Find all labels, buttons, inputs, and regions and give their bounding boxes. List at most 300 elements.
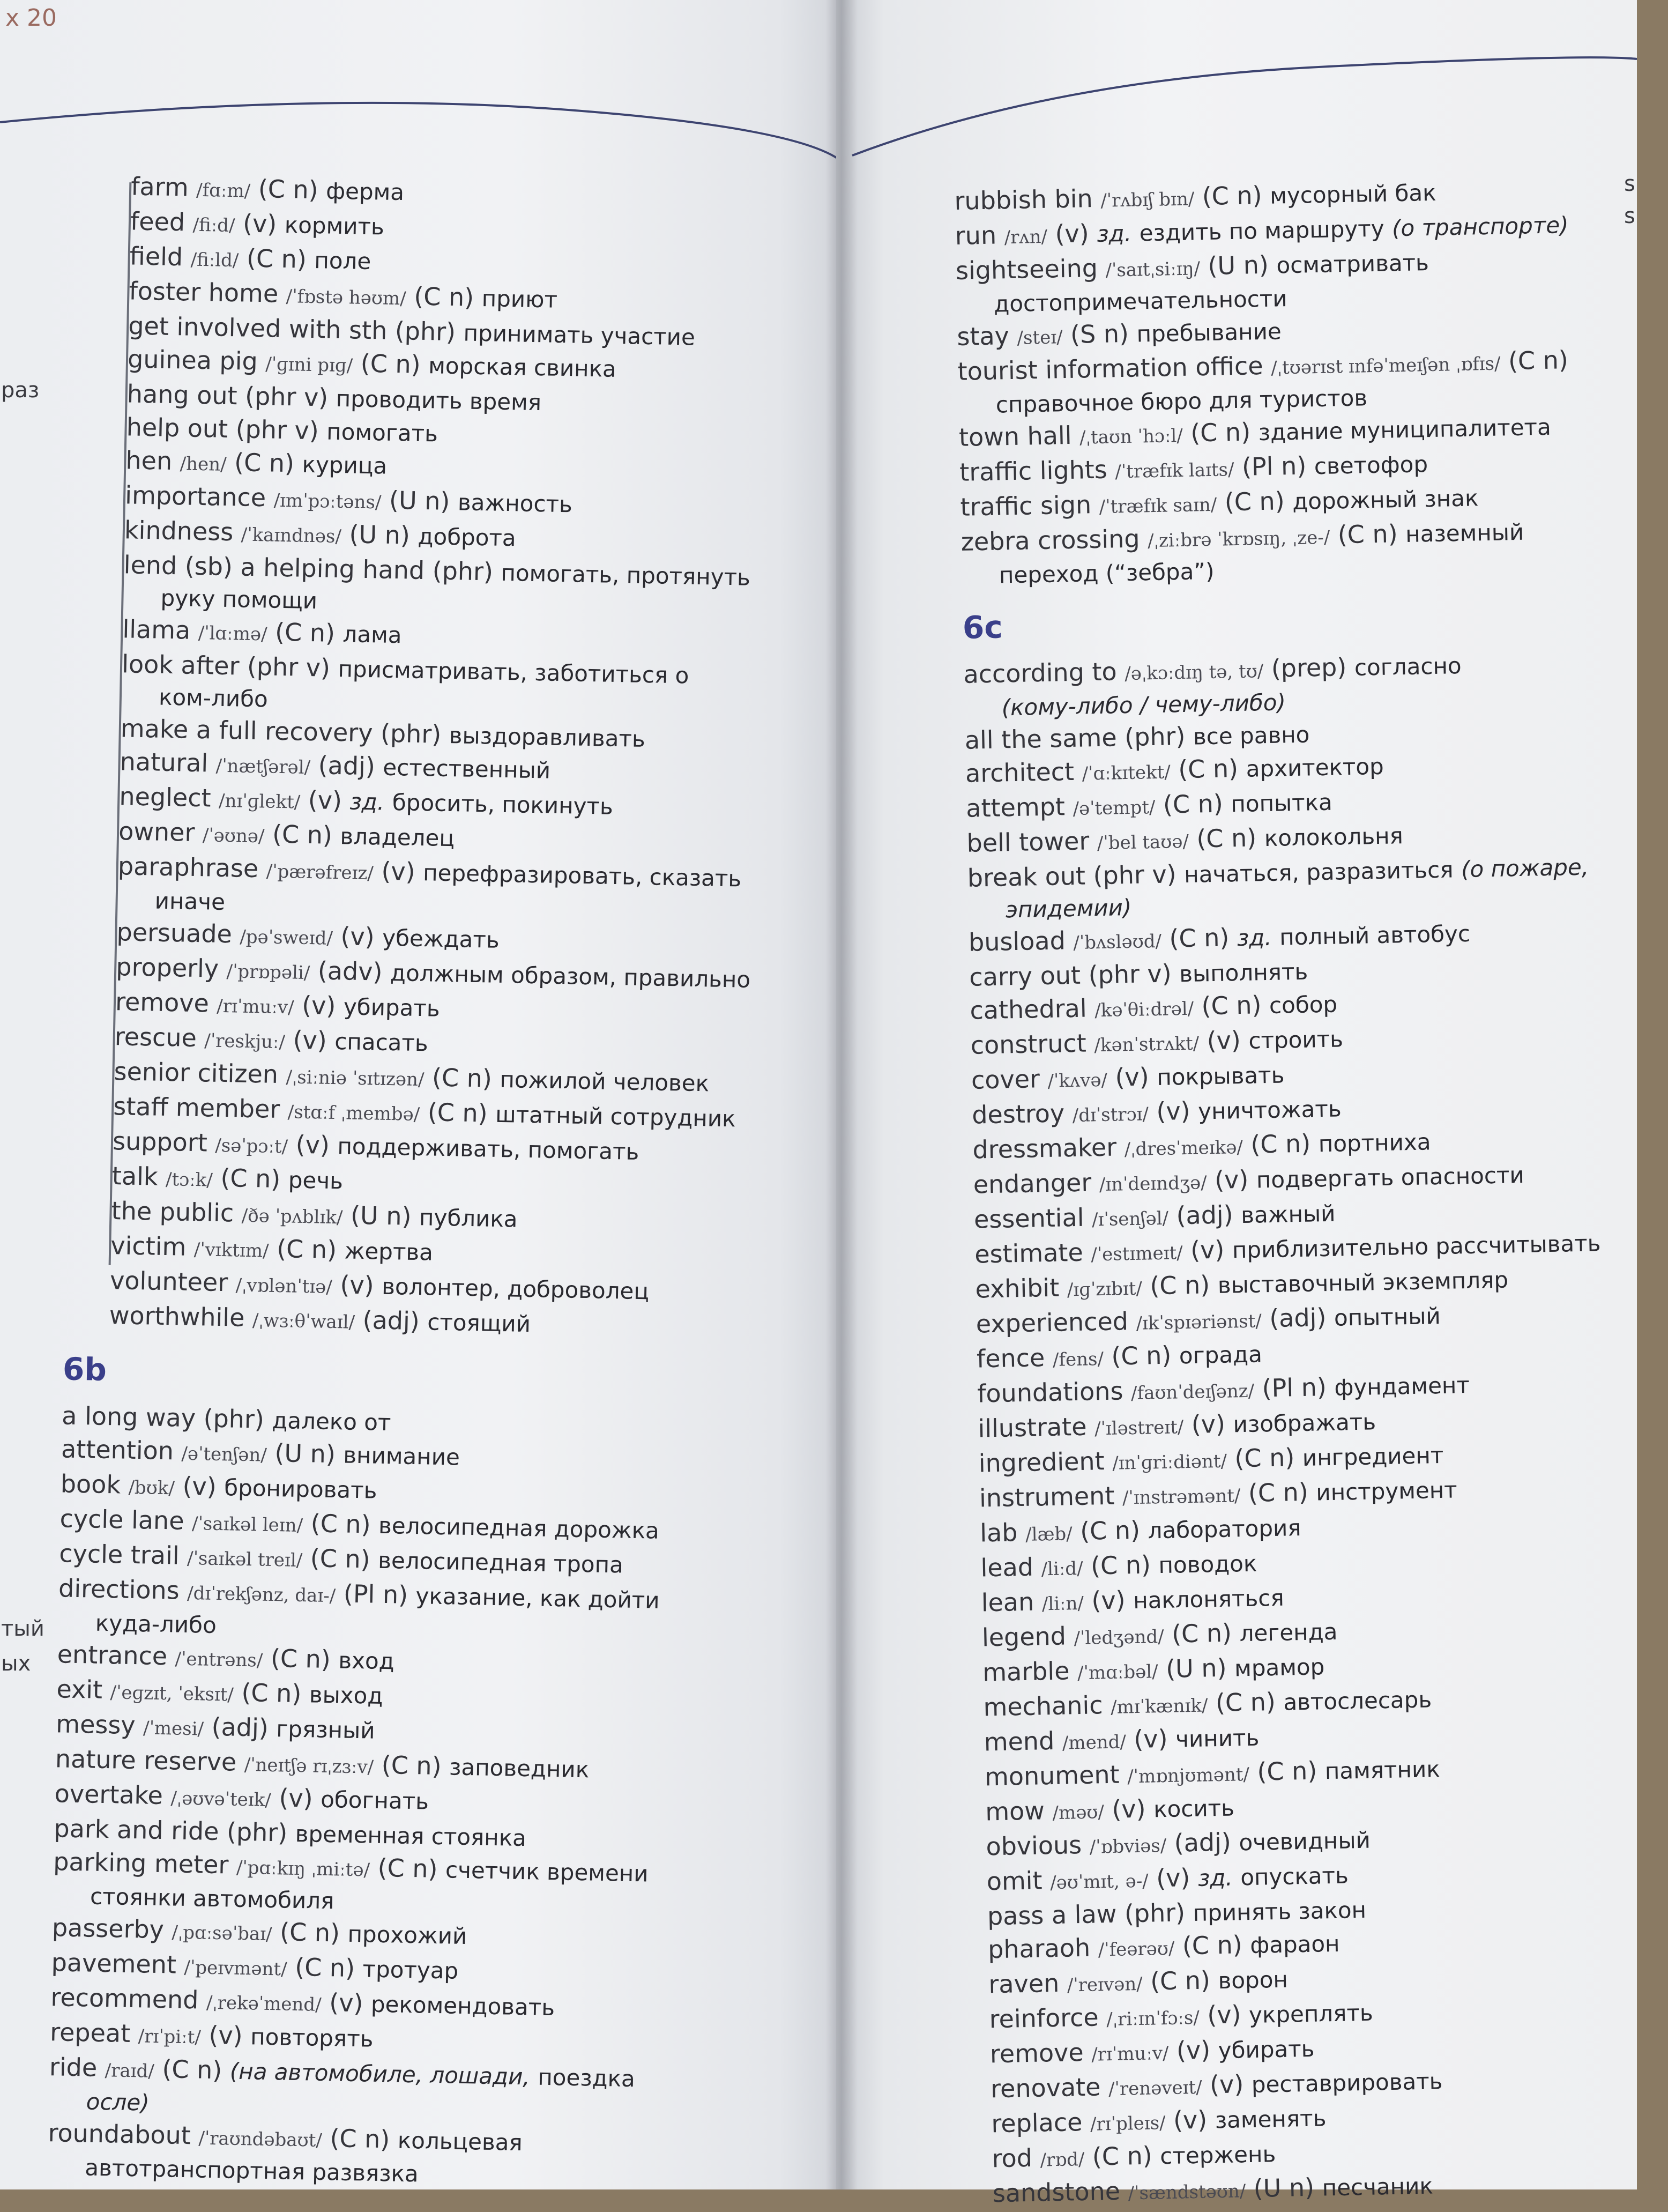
phonetic: /hen/ (180, 453, 227, 476)
headword: attention (61, 1434, 174, 1466)
translation: счетчик времени (445, 1857, 649, 1887)
phonetic: /liːn/ (1041, 1592, 1084, 1615)
headword: make a full recovery (120, 714, 373, 748)
phonetic: /pəˈsweɪd/ (240, 926, 333, 949)
grammar-tag: (C n) (162, 2054, 222, 2085)
translation: строить (1248, 1026, 1344, 1054)
headword: rescue (114, 1022, 197, 1053)
translation: фундамент (1334, 1371, 1470, 1401)
translation: публика (419, 1204, 518, 1233)
translation: естественный (382, 754, 551, 784)
grammar-tag: (C n) (246, 243, 307, 274)
headword: remove (989, 2038, 1084, 2069)
headword: stay (956, 321, 1010, 351)
entry-list (26, 1399, 791, 2197)
translation: чинить (1175, 1724, 1260, 1753)
headword: renovate (990, 2072, 1101, 2104)
phonetic: /mend/ (1062, 1731, 1127, 1754)
grammar-tag: (v) (1055, 219, 1090, 249)
grammar-tag: (C n) (1202, 180, 1263, 211)
headword: lean (981, 1587, 1034, 1617)
grammar-tag: (phr) (203, 1404, 265, 1434)
grammar-tag: (v) (1133, 1724, 1168, 1754)
translation-continued: стоянки автомобиля (90, 1883, 334, 1914)
translation: лаборатория (1148, 1515, 1301, 1544)
grammar-tag: (U n) (1207, 250, 1269, 280)
phonetic: /əˈtenʃən/ (181, 1443, 267, 1466)
phonetic: /ˈsaɪtˌsiːɪŋ/ (1105, 258, 1201, 281)
grammar-tag: (C n) (310, 1509, 371, 1539)
headword: staff member (113, 1092, 280, 1124)
phonetic: /læb/ (1025, 1523, 1073, 1546)
headword: worthwhile (109, 1301, 245, 1332)
phonetic: /ˌtaʊn ˈhɔːl/ (1079, 425, 1183, 449)
translation: выставочный экземпляр (1217, 1266, 1509, 1298)
headword: kindness (124, 515, 234, 547)
grammar-tag: (adj) (1176, 1200, 1234, 1230)
glossary-entry (960, 513, 1637, 592)
usage-note: зд. (349, 788, 385, 815)
phonetic: /ˈsaɪkəl leɪn/ (191, 1513, 303, 1537)
phonetic: /kənˈstrʌkt/ (1094, 1033, 1200, 1057)
phonetic: /ˈnætʃərəl/ (215, 755, 311, 779)
grammar-tag: (C n) (1163, 789, 1224, 819)
phonetic: /stɑːf ˌmembə/ (287, 1101, 420, 1126)
phonetic: /ˈbel taʊə/ (1097, 830, 1189, 855)
translation: мусорный бак (1269, 179, 1436, 209)
grammar-tag: (prep) (1271, 652, 1347, 683)
translation: архитектор (1246, 753, 1384, 782)
phonetic: /steɪ/ (1017, 326, 1063, 349)
translation-continued: переход (“зебра”) (999, 558, 1215, 589)
glossary-entry (957, 343, 1634, 421)
grammar-tag: (C n) (1508, 345, 1569, 376)
entry-list (954, 172, 1637, 592)
grammar-tag: (phr) (394, 316, 456, 347)
translation: должным образом, правильно (390, 959, 751, 993)
grammar-tag: (v) (340, 1270, 375, 1300)
glossary-entry (955, 242, 1632, 321)
grammar-tag: (v) (1191, 1409, 1226, 1439)
phonetic: /ˈbʌsləʊd/ (1073, 930, 1162, 954)
translation: перефразировать, сказать (422, 859, 742, 892)
grammar-tag: (Pl n) (1262, 1372, 1327, 1403)
headword: sandstone (992, 2176, 1121, 2208)
phonetic: /ˈentrəns/ (175, 1648, 263, 1672)
phonetic: /ˈrʌbɪʃ bɪn/ (1100, 188, 1195, 212)
usage-note: зд. (1096, 220, 1132, 247)
translation: пребывание (1136, 318, 1282, 347)
grammar-tag: (C n) (258, 174, 319, 205)
grammar-tag: (C n) (1111, 1340, 1172, 1371)
grammar-tag: (C n) (1234, 1443, 1295, 1473)
translation: важность (457, 489, 573, 518)
phonetic: /rɒd/ (1040, 2149, 1085, 2171)
headword: ride (49, 2052, 98, 2082)
grammar-tag: (v) (381, 856, 416, 886)
left-glossary-column (26, 169, 815, 2196)
translation: волонтер, доброволец (381, 1273, 650, 1305)
phonetic: /ˌziːbrə ˈkrɒsɪŋ, ˌze-/ (1147, 526, 1330, 552)
phonetic: /dɪˈstrɔɪ/ (1072, 1103, 1149, 1127)
translation: изображать (1233, 1408, 1376, 1438)
headword: pharaoh (987, 1933, 1091, 1964)
grammar-tag: (C n) (431, 1063, 493, 1093)
grammar-tag: (v) (295, 1130, 330, 1160)
phonetic: /ˈestɪmeɪt/ (1091, 1242, 1183, 1266)
headword: cycle lane (59, 1504, 185, 1535)
glossary-entry (963, 645, 1640, 724)
grammar-tag: (phr v) (1088, 959, 1172, 990)
translation: убеждать (382, 924, 500, 953)
translation: речь (288, 1167, 344, 1194)
grammar-tag: (C n) (310, 1543, 371, 1574)
translation: пожилой человек (499, 1066, 710, 1097)
phonetic: /ˌrekəˈmend/ (206, 1992, 322, 2016)
headword: entrance (57, 1639, 168, 1671)
headword: essential (973, 1203, 1085, 1234)
headword: senior citizen (114, 1057, 279, 1089)
headword: mend (984, 1726, 1055, 1757)
phonetic: /tɔːk/ (165, 1168, 213, 1191)
headword: neglect (119, 782, 212, 813)
grammar-tag: (v) (1091, 1585, 1126, 1615)
phonetic: /ˈfɒstə həʊm/ (286, 285, 407, 310)
translation: выздоравливать (449, 722, 646, 752)
translation: песчаник (1322, 2172, 1434, 2201)
phonetic: /ˌpɑːsəˈbaɪ/ (172, 1921, 272, 1946)
phonetic: /bʊk/ (128, 1476, 175, 1500)
phonetic: /raɪd/ (105, 2060, 155, 2082)
phonetic: /ˈɪləstreɪt/ (1094, 1416, 1184, 1440)
glossary-entry (47, 2117, 777, 2196)
headword: paraphrase (117, 851, 259, 884)
translation: покрывать (1156, 1062, 1285, 1091)
top-rule-right (836, 48, 1637, 177)
phonetic: /kəˈθiːdrəl/ (1094, 998, 1194, 1022)
headword: lab (979, 1518, 1018, 1548)
translation: поддерживать, помогать (337, 1133, 639, 1165)
grammar-tag: (v) (1115, 1062, 1150, 1092)
translation: указание, как дойти (415, 1583, 660, 1614)
grammar-tag: (v) (1214, 1164, 1249, 1195)
headword: volunteer (109, 1266, 228, 1297)
grammar-tag: (phr) (226, 1817, 288, 1847)
phonetic: /ˈledʒənd/ (1074, 1625, 1165, 1650)
translation: курица (302, 451, 388, 479)
translation: заповедник (449, 1754, 590, 1783)
headword: traffic lights (959, 455, 1108, 487)
translation: косить (1153, 1794, 1235, 1823)
headword: busload (968, 926, 1066, 957)
headword: book (60, 1469, 121, 1500)
grammar-tag: (v) (1209, 2069, 1244, 2099)
grammar-tag: (U n) (1165, 1653, 1227, 1683)
translation: дорожный знак (1292, 485, 1479, 515)
headword: omit (986, 1866, 1043, 1896)
translation: все равно (1193, 721, 1310, 750)
grammar-tag: (C n) (330, 2124, 390, 2154)
grammar-tag: (S n) (1070, 318, 1129, 349)
translation: стоящий (427, 1309, 531, 1338)
grammar-tag: (C n) (1337, 519, 1398, 550)
headword: obvious (985, 1830, 1082, 1861)
translation-continued: иначе (154, 887, 226, 916)
headword: dressmaker (972, 1132, 1117, 1164)
headword: rod (992, 2143, 1033, 2173)
phonetic: /ɪmˈpɔːtəns/ (273, 489, 382, 514)
grammar-tag: (C n) (270, 1643, 331, 1674)
grammar-tag: (v) (1156, 1863, 1190, 1893)
translation: помогать, протянуть (501, 559, 751, 591)
headword: talk (111, 1161, 159, 1191)
translation: фараон (1249, 1930, 1340, 1958)
headword: importance (124, 480, 266, 513)
phonetic: /ˈlɑːmə/ (198, 622, 267, 645)
translation: памятник (1324, 1756, 1441, 1785)
phonetic: /ˈneɪtʃə rɪˌzɜːv/ (244, 1754, 374, 1778)
grammar-tag: (C n) (1248, 1477, 1309, 1508)
translation: укреплять (1248, 1999, 1374, 2029)
translation: бросить, покинуть (392, 789, 614, 820)
translation: принимать участие (463, 320, 696, 351)
translation: прохожий (347, 1920, 467, 1950)
translation: жертва (344, 1237, 434, 1266)
grammar-tag: (C n) (1196, 823, 1257, 853)
headword: raven (988, 1968, 1060, 1999)
grammar-tag: (C n) (381, 1750, 442, 1781)
headword: mow (985, 1796, 1045, 1827)
entry-list (963, 645, 1668, 2212)
translation: лама (342, 621, 403, 649)
headword: lend (sb) a helping hand (123, 550, 425, 585)
grammar-tag: (C n) (1178, 754, 1239, 784)
phonetic: /ˈprɒpəli/ (226, 961, 310, 984)
grammar-tag: (v) (308, 785, 342, 815)
headword: park and ride (54, 1814, 219, 1846)
translation: ингредиент (1302, 1442, 1444, 1471)
grammar-tag: (adj) (1174, 1827, 1232, 1858)
grammar-tag: (v) (340, 922, 375, 952)
grammar-tag: (v) (1190, 1235, 1225, 1265)
phonetic: /ˈtræfɪk laɪts/ (1115, 459, 1234, 483)
translation: повторять (250, 2023, 374, 2052)
translation: тротуар (362, 1956, 459, 1984)
headword: construct (970, 1028, 1087, 1060)
grammar-tag: (adj) (211, 1712, 269, 1742)
usage-note: (о транспорте) (1391, 212, 1569, 242)
grammar-tag: (C n) (1092, 2141, 1153, 2171)
grammar-tag: (C n) (1149, 1270, 1210, 1301)
headword: natural (120, 747, 208, 778)
translation-continued: ком-либо (158, 684, 269, 712)
grammar-tag: (C n) (1256, 1756, 1317, 1786)
phonetic: /ˈmɑːbəl/ (1077, 1661, 1159, 1684)
grammar-tag: (C n) (234, 448, 295, 478)
translation: легенда (1239, 1618, 1338, 1647)
glossary-entry (967, 849, 1643, 926)
headword: pass a law (987, 1899, 1117, 1931)
headword: bell tower (966, 826, 1090, 858)
phonetic: /ˈɪnstrəmənt/ (1122, 1485, 1241, 1509)
grammar-tag: (adj) (318, 751, 376, 781)
headword: exhibit (975, 1273, 1060, 1304)
grammar-tag: (U n) (274, 1438, 336, 1469)
translation: морская свинка (428, 352, 617, 382)
margin-fragment: s (1624, 172, 1635, 196)
right-glossary-column (954, 172, 1668, 2212)
translation: инструмент (1315, 1476, 1458, 1506)
translation: велосипедная тропа (377, 1547, 624, 1578)
headword: hen (125, 446, 173, 476)
grammar-tag: (v) (208, 2020, 243, 2051)
headword: carry out (969, 960, 1081, 992)
translation: ездить по маршруту (1139, 215, 1384, 247)
grammar-tag: (C n) (274, 617, 336, 648)
grammar-tag: (C n) (276, 1234, 337, 1265)
phonetic: /ˈpærəfreɪz/ (266, 860, 374, 885)
top-rule-left (0, 80, 847, 166)
margin-fragment: s (1624, 204, 1635, 228)
translation: вход (338, 1647, 395, 1675)
phonetic: /ˌvɒlənˈtɪə/ (235, 1274, 333, 1298)
phonetic: /mɪˈkænɪk/ (1110, 1695, 1208, 1718)
grammar-tag: (Pl n) (343, 1579, 408, 1609)
translation: доброта (418, 523, 517, 552)
headword: sightseeing (955, 253, 1098, 285)
headword: parking meter (53, 1847, 229, 1880)
headword: pavement (51, 1948, 177, 1979)
phonetic: /fiːd/ (192, 214, 235, 237)
margin-fragment: раз (1, 378, 40, 403)
phonetic: /əʊˈmɪt, ə-/ (1049, 1870, 1149, 1894)
headword: destroy (971, 1098, 1065, 1130)
headword: experienced (976, 1307, 1129, 1339)
phonetic: /ˈpeɪvmənt/ (184, 1956, 287, 1980)
headword: architect (965, 756, 1075, 788)
grammar-tag: (C n) (294, 1952, 355, 1983)
headword: break out (967, 861, 1086, 893)
headword: guinea pig (127, 344, 258, 376)
translation: согласно (1354, 652, 1462, 681)
grammar-tag: (C n) (272, 819, 333, 850)
phonetic: /ˈraʊndəbaʊt/ (198, 2127, 323, 2151)
grammar-tag: (C n) (279, 1917, 340, 1948)
translation: подвергать опасности (1256, 1161, 1525, 1193)
translation: кормить (284, 211, 385, 240)
grammar-tag: (v) (1111, 1794, 1146, 1824)
phonetic: /əˌkɔːdɪŋ tə, tʊ/ (1124, 660, 1264, 685)
translation: заменять (1215, 2105, 1327, 2134)
translation: очевидный (1238, 1827, 1371, 1856)
translation: светофор (1314, 451, 1428, 480)
phonetic: /məʊ/ (1052, 1801, 1105, 1824)
phonetic: /rʌn/ (1004, 226, 1048, 249)
phonetic: /rɪˈmuːv/ (1091, 2042, 1169, 2066)
phonetic: /fɑːm/ (196, 179, 251, 202)
grammar-tag: (phr) (380, 718, 442, 749)
translation: выполнять (1179, 958, 1308, 988)
phonetic: /əˈtempt/ (1073, 797, 1156, 820)
grammar-tag: (v) (1207, 1026, 1241, 1056)
headword: estimate (974, 1237, 1084, 1269)
section-heading-6c: 6c (962, 608, 1003, 646)
phonetic: /ˈreɪvən/ (1067, 1973, 1143, 1996)
translation: важный (1240, 1200, 1336, 1229)
headword: look after (121, 649, 240, 681)
phonetic: /ˈtræfɪk saɪn/ (1099, 494, 1217, 518)
headword: marble (982, 1656, 1070, 1687)
headword: reinforce (989, 2002, 1099, 2034)
usage-note-continued: (кому-либо / чему-либо) (1001, 689, 1286, 721)
translation-continued: автотранспортная развязка (84, 2154, 419, 2187)
grammar-tag: (C n) (1190, 417, 1251, 448)
phonetic: /ˌəʊvəˈteɪk/ (170, 1787, 272, 1811)
phonetic: /ɪɡˈzɪbɪt/ (1067, 1278, 1143, 1301)
phonetic: /ˈəʊnə/ (202, 825, 265, 848)
headword: foundations (977, 1376, 1123, 1408)
phonetic: /ˈrenəveɪt/ (1108, 2076, 1202, 2100)
phonetic: /fens/ (1052, 1348, 1104, 1371)
translation: приблизительно рассчитывать (1232, 1230, 1601, 1264)
phonetic: /ˈmɒnjʊmənt/ (1127, 1763, 1250, 1788)
grammar-tag: (phr v) (1093, 859, 1177, 890)
headword: recommend (50, 1983, 199, 2015)
phonetic: /rɪˈpleɪs/ (1090, 2112, 1166, 2135)
translation-continued: куда-либо (95, 1609, 217, 1638)
grammar-tag: (phr) (1124, 1898, 1186, 1928)
headword: nature reserve (55, 1744, 237, 1777)
grammar-tag: (U n) (389, 485, 450, 516)
headword: directions (58, 1573, 180, 1605)
headword: farm (130, 172, 189, 202)
entry-list (42, 169, 814, 1347)
headword: messy (55, 1709, 136, 1740)
headword: overtake (54, 1779, 163, 1810)
margin-fragment: ых (1, 1651, 31, 1676)
translation: стержень (1159, 2141, 1276, 2170)
grammar-tag: (phr v) (247, 651, 331, 682)
translation: автослесарь (1283, 1686, 1432, 1716)
grammar-tag: (phr v) (235, 414, 319, 446)
translation: далеко от (271, 1407, 391, 1436)
headword: tourist information office (957, 351, 1264, 386)
grammar-tag: (C n) (1090, 1550, 1151, 1580)
translation: убирать (343, 993, 441, 1022)
translation: наклоняться (1133, 1584, 1285, 1614)
translation: поводок (1158, 1550, 1257, 1579)
phonetic: /fiːld/ (190, 249, 239, 272)
grammar-tag: (phr) (1124, 721, 1186, 752)
headword: persuade (116, 917, 233, 949)
phonetic: /ˌsiːniə ˈsɪtɪzən/ (286, 1066, 425, 1091)
grammar-tag: (C n) (220, 1163, 281, 1194)
usage-note: (о пожаре, (1461, 853, 1589, 883)
headword: support (112, 1126, 208, 1157)
translation: ферма (325, 177, 405, 206)
grammar-tag: (C n) (1150, 1965, 1211, 1996)
grammar-tag: (C n) (1168, 923, 1230, 953)
headword: lead (980, 1552, 1034, 1583)
phonetic: /ˌriːɪnˈfɔːs/ (1106, 2007, 1200, 2031)
grammar-tag: (U n) (349, 519, 411, 550)
phonetic: /liːd/ (1041, 1557, 1083, 1580)
translation: обогнать (320, 1786, 429, 1815)
translation: рекомендовать (370, 1991, 555, 2021)
translation: проводить время (336, 385, 542, 416)
translation: поездка (537, 2063, 636, 2092)
headword: remove (115, 987, 210, 1018)
